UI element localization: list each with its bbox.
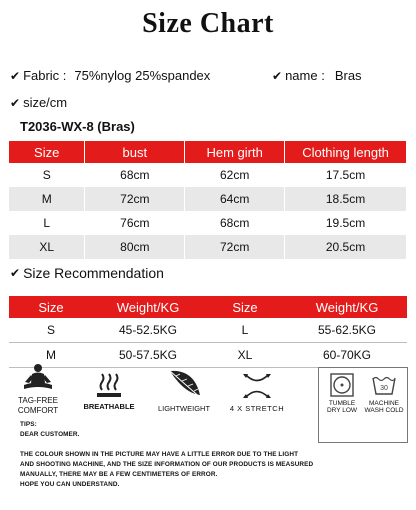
check-icon: ✔ xyxy=(10,266,21,280)
care-label: MACHINE xyxy=(369,400,399,407)
recommendation-table-header xyxy=(9,296,407,318)
header-cell: Weight/KG xyxy=(93,296,203,318)
check-icon: ✔ xyxy=(272,68,283,83)
table-row xyxy=(9,211,407,235)
table-cell: 62cm xyxy=(185,163,285,187)
care-box xyxy=(318,367,408,443)
size-table xyxy=(9,141,407,259)
table-cell: 55-62.5KG xyxy=(287,318,407,343)
table-cell: 72cm xyxy=(185,235,285,259)
table-row xyxy=(9,318,407,343)
table-cell: 17.5cm xyxy=(285,163,407,187)
care-label: TUMBLE xyxy=(328,400,356,407)
care-machine-wash xyxy=(363,372,405,414)
care-label: WASH COLD xyxy=(364,407,404,414)
name-value: Bras xyxy=(334,68,362,83)
wash-temperature: 30 xyxy=(380,385,388,392)
table-cell: 80cm xyxy=(85,235,185,259)
feather-icon xyxy=(164,367,204,401)
table-cell: 50-57.5KG xyxy=(93,343,203,368)
table-cell: 68cm xyxy=(85,163,185,187)
recommendation-heading: Size Recommendation xyxy=(23,265,164,281)
table-cell: 64cm xyxy=(185,187,285,211)
tips-spacer xyxy=(20,440,313,450)
table-cell: L xyxy=(9,211,85,235)
tips-line: TIPS: xyxy=(20,421,37,428)
tumble-dry-icon xyxy=(329,372,355,398)
table-cell: 18.5cm xyxy=(285,187,407,211)
table-cell: S xyxy=(9,163,85,187)
table-cell: 60-70KG xyxy=(287,343,407,368)
feature-label: COMFORT xyxy=(17,406,59,415)
recommendation-table xyxy=(9,296,407,368)
page-title: Size Chart xyxy=(142,8,274,39)
header-cell: bust xyxy=(85,141,185,163)
model-code: T2036-WX-8 (Bras) xyxy=(20,119,135,134)
feature-lightweight xyxy=(150,367,218,414)
care-tumble-dry xyxy=(323,372,361,414)
table-cell: 19.5cm xyxy=(285,211,407,235)
recommendation-heading-line xyxy=(10,265,164,281)
stretch-arrows-icon xyxy=(240,371,274,401)
table-cell: 45-52.5KG xyxy=(93,318,203,343)
table-cell: M xyxy=(9,343,93,368)
feature-stretch xyxy=(226,371,288,414)
fabric-label: Fabric : xyxy=(23,68,67,83)
table-cell: 68cm xyxy=(185,211,285,235)
header-cell: Size xyxy=(9,141,85,163)
unit-label: size/cm xyxy=(23,95,68,110)
fabric-line xyxy=(10,68,210,83)
fabric-value: 75%nylog 25%spandex xyxy=(74,68,211,83)
table-cell: M xyxy=(9,187,85,211)
feature-label: BREATHABLE xyxy=(83,402,135,411)
machine-wash-icon xyxy=(370,372,398,398)
feature-label: TAG-FREE xyxy=(18,396,58,405)
meditation-icon xyxy=(20,363,56,393)
feature-tag-free xyxy=(10,363,66,416)
feature-label: LIGHTWEIGHT xyxy=(157,404,211,413)
tips-line: THE COLOUR SHOWN IN THE PICTURE MAY HAVE A LITTLE ERROR DUE TO THE LIGHT xyxy=(20,451,299,458)
tips-line: HOPE YOU CAN UNDERSTAND. xyxy=(20,481,120,488)
table-row xyxy=(9,187,407,211)
header-cell: Size xyxy=(9,296,93,318)
name-label: name : xyxy=(285,68,325,83)
table-cell: XL xyxy=(203,343,287,368)
table-cell: L xyxy=(203,318,287,343)
header-cell: Weight/KG xyxy=(287,296,407,318)
feature-label: 4 X STRETCH xyxy=(229,404,285,413)
header-cell: Hem girth xyxy=(185,141,285,163)
feature-breathable xyxy=(78,371,140,412)
header-cell: Clothing length xyxy=(285,141,407,163)
tips-line: DEAR CUSTOMER. xyxy=(20,431,80,438)
unit-line xyxy=(10,95,67,110)
table-cell: 20.5cm xyxy=(285,235,407,259)
tips-block xyxy=(20,420,313,490)
table-row xyxy=(9,235,407,259)
size-table-header xyxy=(9,141,407,163)
table-cell: 72cm xyxy=(85,187,185,211)
table-cell: 76cm xyxy=(85,211,185,235)
table-row xyxy=(9,163,407,187)
tips-line: AND SHOOTING MACHINE, AND THE SIZE INFORMATION OF OUR PRODUCTS IS MEASURED xyxy=(20,461,314,468)
tips-line: MANUALLY, THERE MAY BE A FEW CENTIMETERS OF ERROR. xyxy=(20,471,218,478)
table-cell: XL xyxy=(9,235,85,259)
name-line xyxy=(272,68,362,83)
care-label: DRY LOW xyxy=(326,407,358,414)
breathable-icon xyxy=(93,371,125,399)
table-cell: S xyxy=(9,318,93,343)
check-icon: ✔ xyxy=(10,95,21,110)
check-icon: ✔ xyxy=(10,68,21,83)
header-cell: Size xyxy=(203,296,287,318)
